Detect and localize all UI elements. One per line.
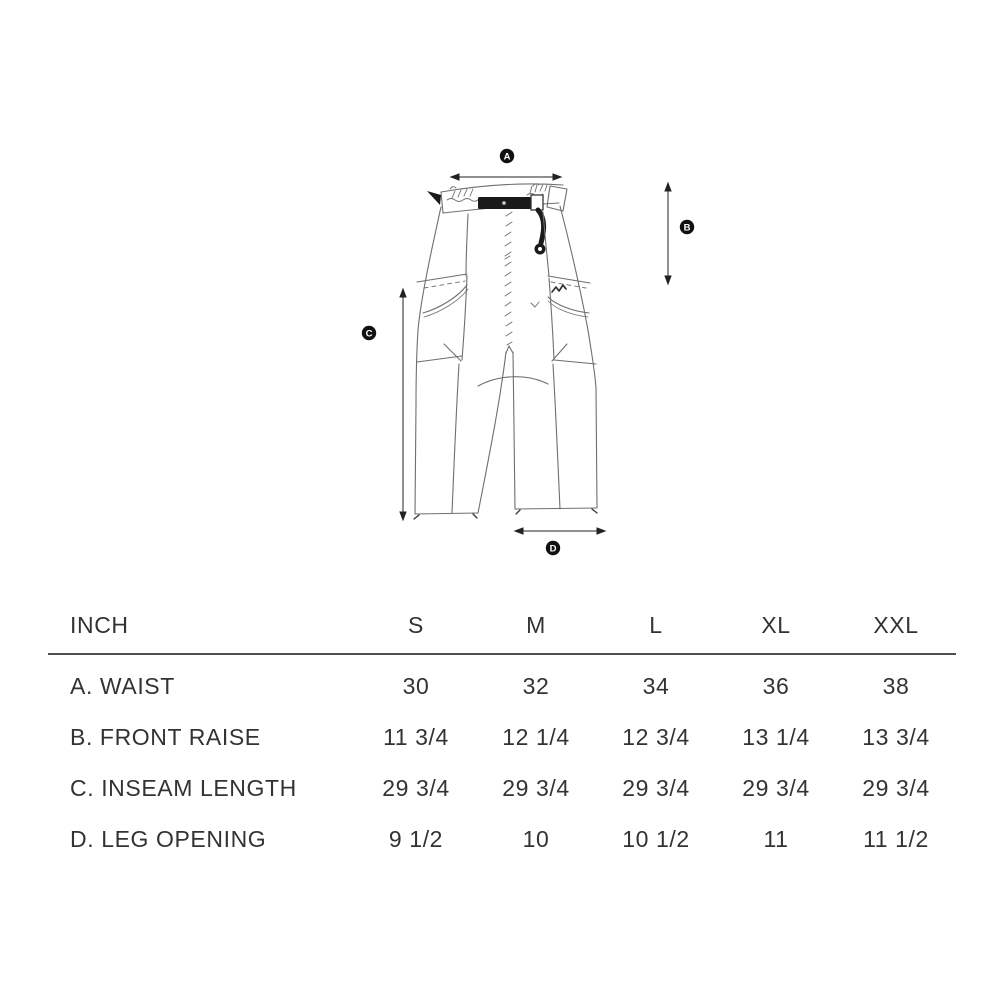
leg-opening-m: 10 <box>522 826 550 852</box>
badge-b-letter: B <box>683 222 691 234</box>
row-label: B. FRONT RAISE <box>70 724 261 750</box>
table-row-waist <box>48 661 956 712</box>
table-row-leg-opening <box>48 814 956 865</box>
waist-l: 34 <box>642 673 670 699</box>
col-header-s: S <box>408 611 424 638</box>
front-raise-xl: 13 1/4 <box>742 724 810 750</box>
waist-xxl: 38 <box>882 673 910 699</box>
inseam-s: 29 3/4 <box>382 775 450 801</box>
measure-badges <box>362 149 694 555</box>
measure-arrows <box>400 174 671 534</box>
col-header-xxl: XXL <box>873 611 919 638</box>
badge-d-letter: D <box>549 543 557 555</box>
table-header-row <box>48 598 956 652</box>
waist-m: 32 <box>522 673 550 699</box>
leg-opening-l: 10 1/2 <box>622 826 690 852</box>
badge-c <box>362 326 376 340</box>
front-raise-l: 12 3/4 <box>622 724 690 750</box>
pants-sketch <box>414 184 597 519</box>
waist-s: 30 <box>402 673 430 699</box>
badge-a <box>500 149 514 163</box>
inseam-m: 29 3/4 <box>502 775 570 801</box>
waist-xl: 36 <box>762 673 790 699</box>
table-divider <box>48 653 956 655</box>
front-raise-m: 12 1/4 <box>502 724 570 750</box>
front-raise-s: 11 3/4 <box>383 724 449 750</box>
col-header-m: M <box>526 611 546 638</box>
leg-opening-xl: 11 <box>763 826 789 852</box>
badge-c-letter: C <box>365 328 373 340</box>
inseam-l: 29 3/4 <box>622 775 690 801</box>
row-label: C. INSEAM LENGTH <box>70 775 297 801</box>
table-row-inseam <box>48 763 956 814</box>
inseam-xl: 29 3/4 <box>742 775 810 801</box>
row-label: D. LEG OPENING <box>70 826 267 852</box>
table-row-front-raise <box>48 712 956 763</box>
size-table <box>48 598 956 865</box>
row-label: A. WAIST <box>70 673 175 699</box>
badge-d <box>546 541 560 555</box>
leg-opening-xxl: 11 1/2 <box>863 826 929 852</box>
front-raise-arrow <box>665 183 671 284</box>
waist-arrow <box>451 174 561 180</box>
inseam-arrow <box>400 289 406 520</box>
col-header-xl: XL <box>761 611 791 638</box>
badge-a-letter: A <box>503 151 511 163</box>
unit-header: INCH <box>70 611 129 638</box>
front-raise-xxl: 13 3/4 <box>862 724 930 750</box>
leg-opening-arrow <box>515 528 605 534</box>
leg-opening-s: 9 1/2 <box>388 826 444 852</box>
col-header-l: L <box>649 611 663 638</box>
inseam-xxl: 29 3/4 <box>862 775 930 801</box>
badge-b <box>680 220 694 234</box>
